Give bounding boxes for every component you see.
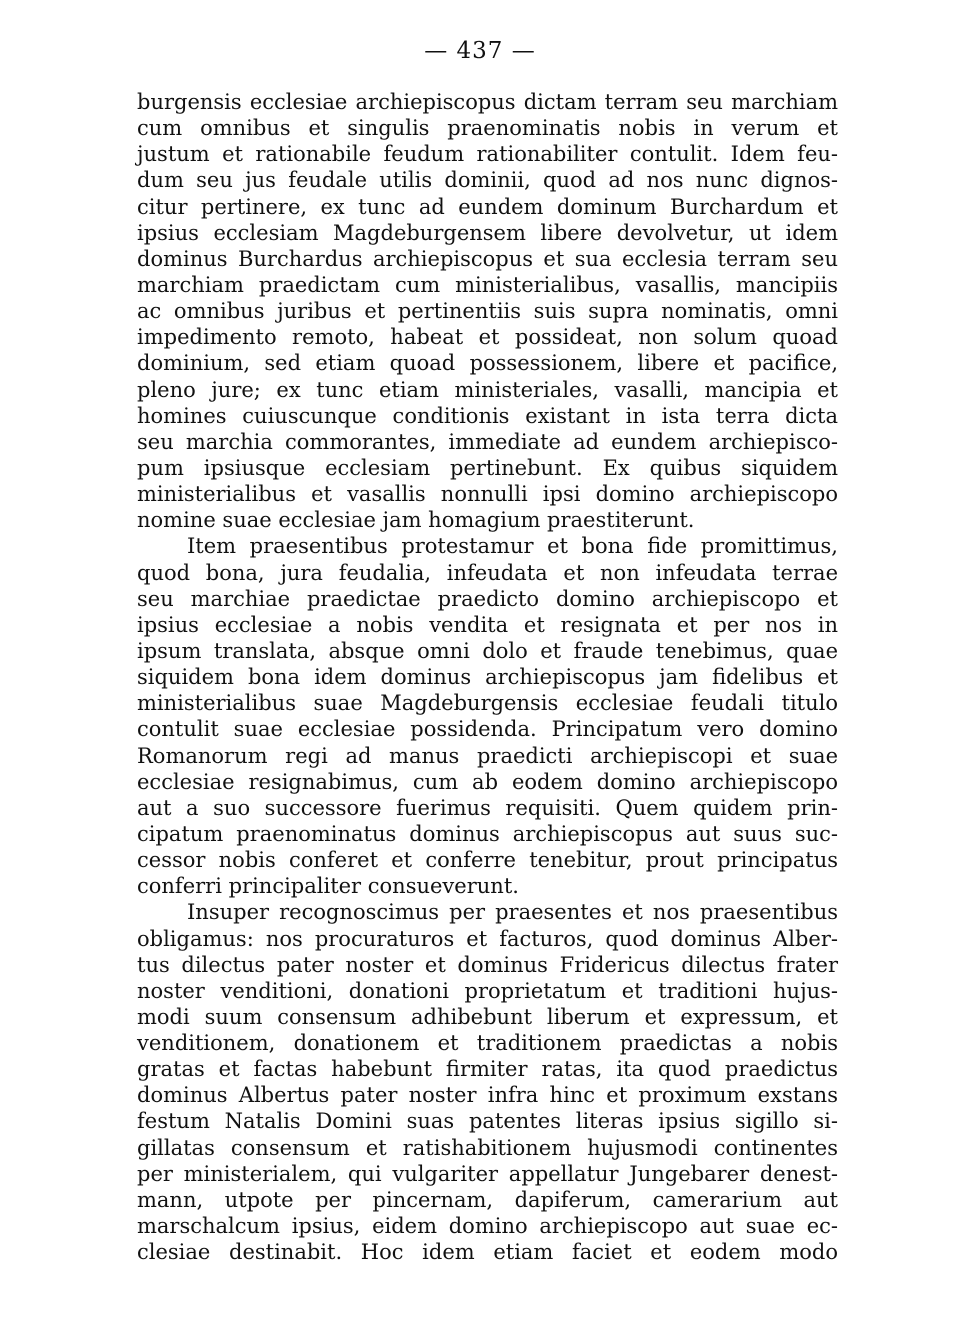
text-line: contulit suae ecclesiae possidenda. Principatum vero domino (137, 717, 838, 742)
text-line: ipsius ecclesiam Magdeburgensem libere devolvetur, ut idem (137, 220, 838, 245)
text-line: impedimento remoto, habeat et possideat, non solum quoad (137, 325, 838, 350)
page-number: — 437 — (424, 38, 536, 64)
text-line: per ministerialem, qui vulgariter appellatur Jungebarer denest- (137, 1161, 838, 1186)
text-line: nomine suae ecclesiae jam homagium praestiterunt. (137, 508, 695, 533)
text-line: aut a suo successore fuerimus requisiti. Quem quidem prin- (137, 795, 838, 820)
text-line: seu marchiae praedictae praedicto domino archiepiscopo et (137, 586, 838, 611)
body-text (137, 89, 838, 1265)
text-line: noster venditioni, donationi proprietatum et traditioni hujus- (137, 978, 838, 1003)
text-line: tus dilectus pater noster et dominus Fridericus dilectus frater (137, 952, 838, 977)
text-line: mann, utpote per pincernam, dapiferum, camerarium aut (137, 1187, 838, 1212)
text-line: pum ipsiusque ecclesiam pertinebunt. Ex quibus siquidem (137, 455, 838, 480)
text-line: gratas et factas habebunt firmiter ratas, ita quod praedictus (137, 1057, 838, 1082)
text-line: citur pertinere, ex tunc ad eundem dominum Burchardum et (137, 194, 838, 219)
text-line: festum Natalis Domini suas patentes literas ipsius sigillo si- (137, 1109, 838, 1134)
text-line: ministerialibus suae Magdeburgensis ecclesiae feudali titulo (137, 691, 838, 716)
text-line: cessor nobis conferet et conferre tenebitur, prout principatus (137, 848, 838, 873)
text-line: gillatas consensum et ratishabitionem hujusmodi continentes (137, 1135, 838, 1160)
text-line: ipsum translata, absque omni dolo et fraude tenebimus, quae (137, 638, 838, 663)
text-line: clesiae destinabit. Hoc idem etiam faciet et eodem modo (137, 1240, 838, 1265)
text-line: venditionem, donationem et traditionem praedictas a nobis (137, 1031, 838, 1056)
text-line: pleno jure; ex tunc etiam ministeriales, vasalli, mancipia et (137, 377, 838, 402)
text-line: siquidem bona idem dominus archiepiscopus jam fidelibus et (137, 665, 838, 690)
text-line: dominus Burchardus archiepiscopus et sua ecclesia terram seu (137, 246, 838, 271)
text-line: Insuper recognoscimus per praesentes et nos praesentibus (187, 900, 838, 925)
text-line: conferri principaliter consueverunt. (137, 874, 519, 899)
text-line: cum omnibus et singulis praenominatis nobis in verum et (137, 116, 838, 141)
text-line: ministerialibus et vasallis nonnulli ipsi domino archiepiscopo (137, 482, 838, 507)
text-line: ac omnibus juribus et pertinentiis suis supra nominatis, omni (137, 299, 838, 324)
text-line: dum seu jus feudale utilis dominii, quod ad nos nunc dignos- (137, 168, 838, 193)
text-line: Item praesentibus protestamur et bona fide promittimus, (187, 534, 838, 559)
text-line: ipsius ecclesiae a nobis vendita et resignata et per nos in (137, 612, 838, 637)
text-line: dominium, sed etiam quoad possessionem, libere et pacifice, (137, 351, 838, 376)
text-line: homines cuiuscunque conditionis existant in ista terra dicta (137, 403, 838, 428)
text-line: burgensis ecclesiae archiepiscopus dictam terram seu marchiam (137, 90, 838, 114)
text-line: obligamus: nos procuraturos et facturos, quod dominus Alber- (137, 926, 838, 951)
text-line: ecclesiae resignabimus, cum ab eodem domino archiepiscopo (137, 769, 838, 794)
text-line: marchiam praedictam cum ministerialibus, vasallis, mancipiis (137, 272, 838, 297)
text-line: justum et rationabile feudum rationabiliter contulit. Idem feu- (137, 142, 838, 167)
text-line: modi suum consensum adhibebunt liberum et expressum, et (137, 1004, 838, 1029)
text-line: cipatum praenominatus dominus archiepiscopus aut suus suc- (137, 821, 838, 846)
text-line: seu marchia commorantes, immediate ad eundem archiepisco- (137, 429, 838, 454)
text-line: quod bona, jura feudalia, infeudata et non infeudata terrae (137, 560, 838, 585)
text-line: marschalcum ipsius, eidem domino archiepiscopo aut suae ec- (137, 1214, 838, 1239)
text-line: Romanorum regi ad manus praedicti archiepiscopi et suae (137, 743, 838, 768)
text-line: dominus Albertus pater noster infra hinc et proximum exstans (137, 1083, 838, 1108)
